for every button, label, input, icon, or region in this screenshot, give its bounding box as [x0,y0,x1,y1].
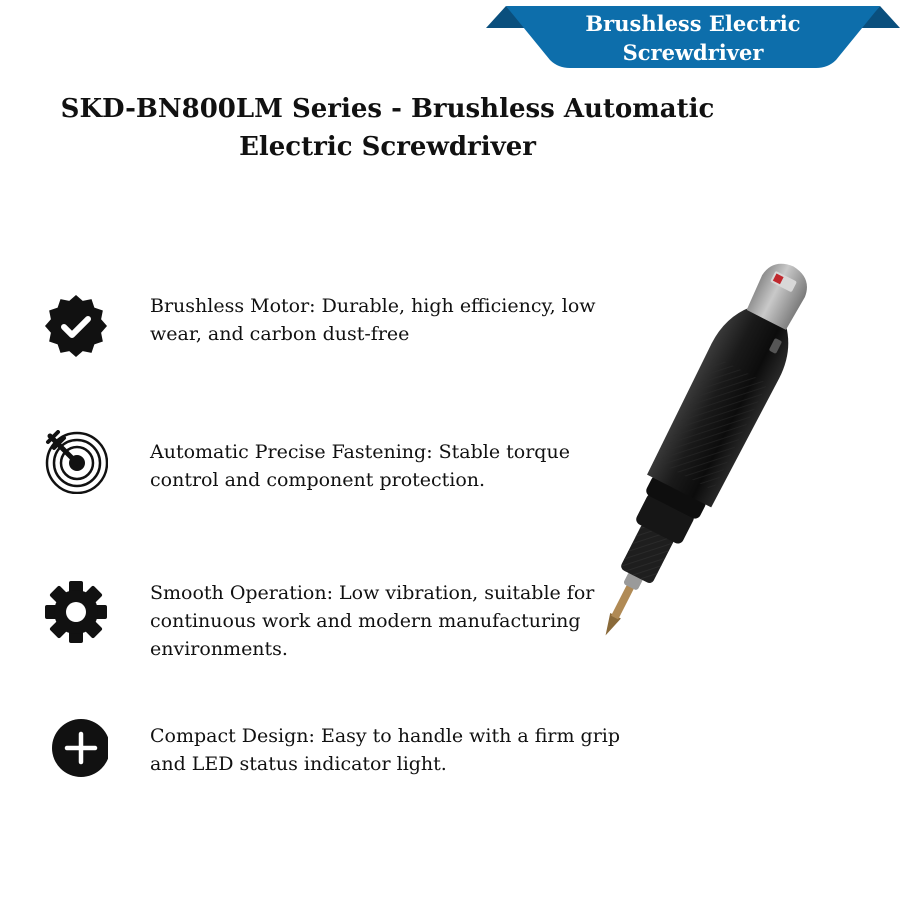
gear-icon [44,580,108,644]
target-icon [44,430,108,494]
banner-title-line1: Brushless Electric [585,11,801,36]
feature-text: Brushless Motor: Durable, high efficiency, low wear, and carbon dust-free [150,295,596,345]
header-banner [486,6,900,68]
electric-screwdriver-image [590,240,870,660]
banner-title [526,9,860,67]
banner-title-line2: Screwdriver [622,40,764,65]
page-title: SKD-BN800LM Series - Brushless Automatic Electric Screwdriver [60,94,715,162]
feature-text: Smooth Operation: Low vibration, suitable for continuous work and modern manufacturing environments. [150,582,595,660]
plus-circle-icon [44,718,108,782]
feature-text: Compact Design: Easy to handle with a firm grip and LED status indicator light. [150,725,621,775]
feature-text: Automatic Precise Fastening: Stable torque control and component protection. [150,441,570,491]
verified-badge-icon [44,294,108,358]
